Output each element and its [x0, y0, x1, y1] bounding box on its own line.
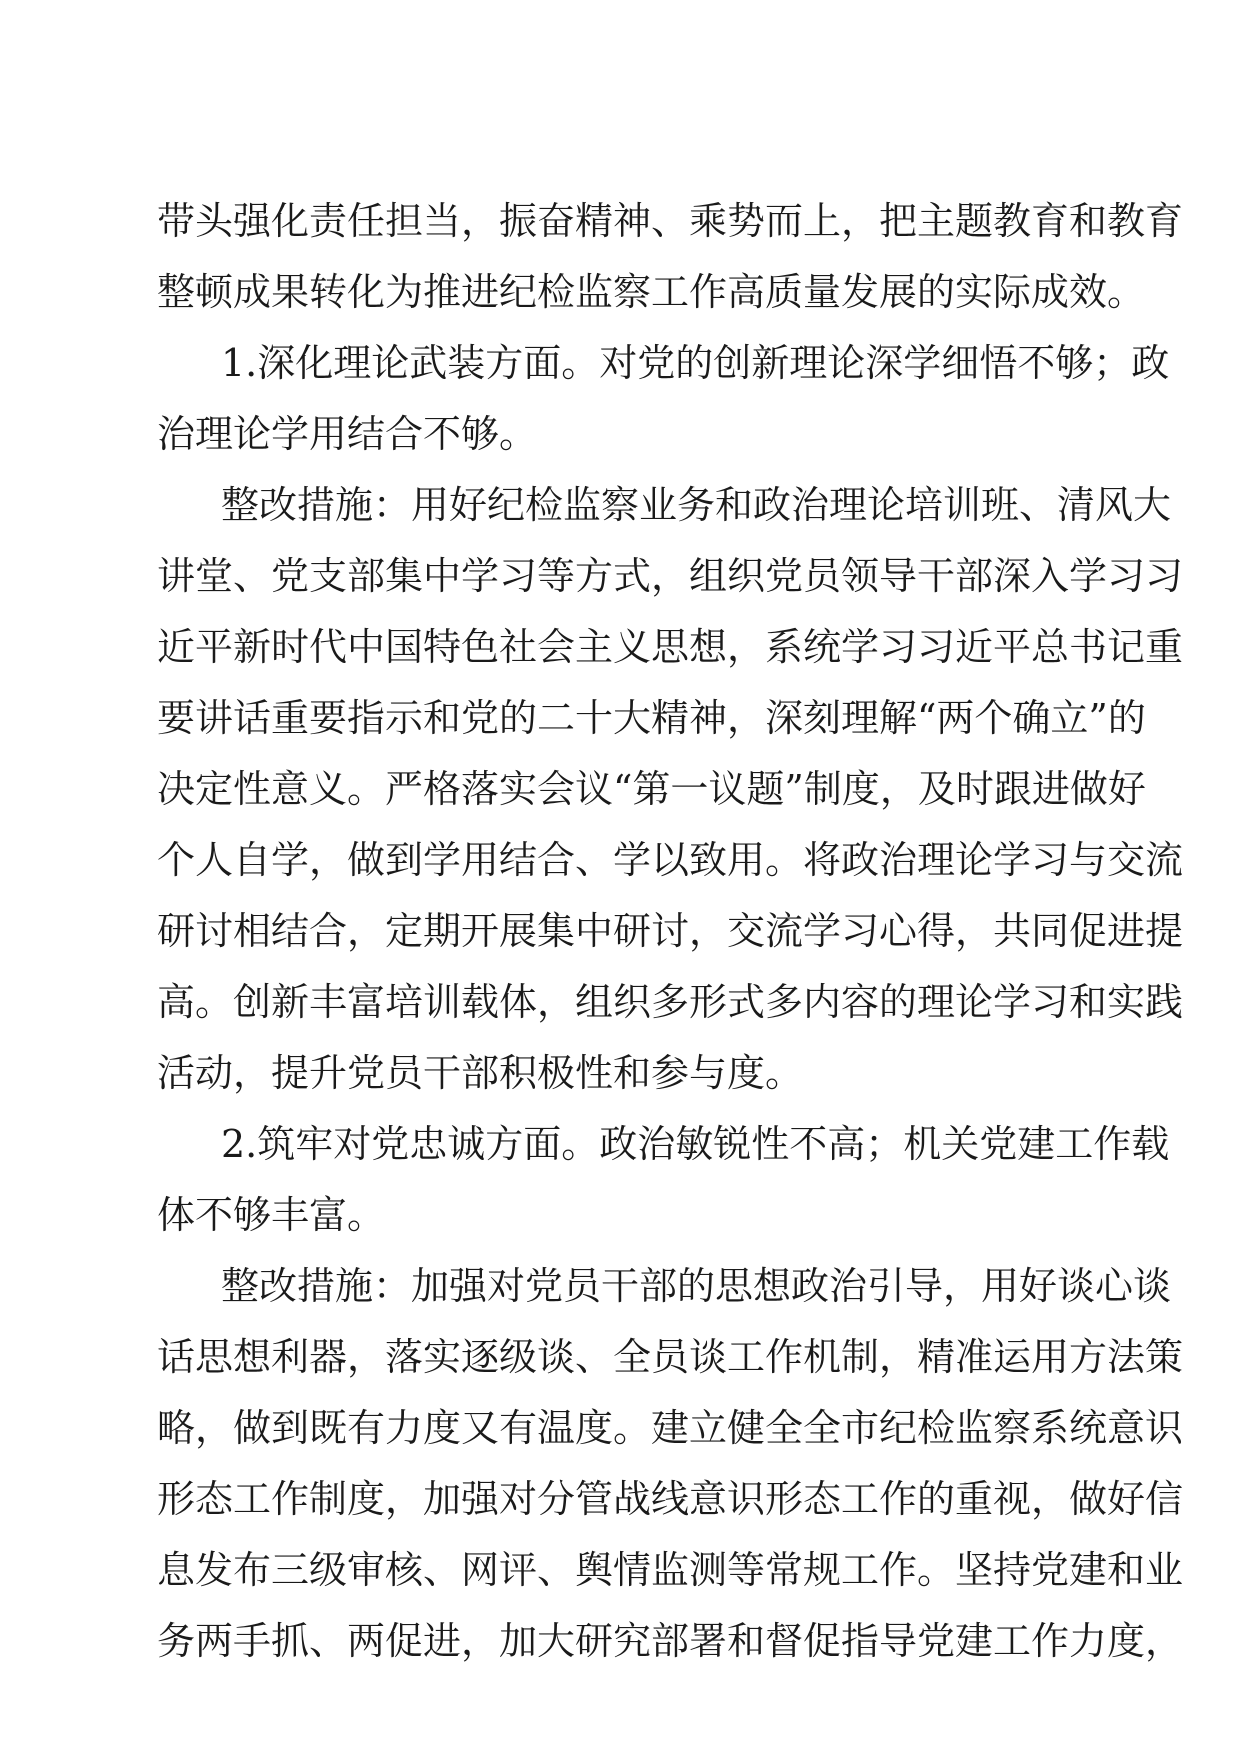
paragraph-line: 话思想利器，落实逐级谈、全员谈工作机制，精准运用方法策	[157, 1335, 1184, 1379]
paragraph-line: 务两手抓、两促进，加大研究部署和督促指导党建工作力度，	[157, 1619, 1184, 1663]
paragraph-line: 决定性意义。严格落实会议“第一议题”制度，及时跟进做好	[157, 767, 1146, 811]
paragraph-line: 高。创新丰富培训载体，组织多形式多内容的理论学习和实践	[157, 980, 1184, 1024]
paragraph-line: 个人自学，做到学用结合、学以致用。将政治理论学习与交流	[157, 838, 1184, 882]
body-text	[157, 186, 1184, 1677]
paragraph-line: 略，做到既有力度又有温度。建立健全全市纪检监察系统意识	[157, 1406, 1184, 1450]
section-heading-line: 2.筑牢对党忠诚方面。政治敏锐性不高；机关党建工作载	[221, 1122, 1170, 1166]
paragraph-line: 整顿成果转化为推进纪检监察工作高质量发展的实际成效。	[157, 270, 1146, 314]
paragraph-line: 要讲话重要指示和党的二十大精神，深刻理解“两个确立”的	[157, 696, 1146, 740]
section-heading-line: 治理论学用结合不够。	[157, 412, 538, 456]
paragraph-line: 研讨相结合，定期开展集中研讨，交流学习心得，共同促进提	[157, 909, 1184, 953]
paragraph-line: 近平新时代中国特色社会主义思想，系统学习习近平总书记重	[157, 625, 1184, 669]
paragraph-line: 息发布三级审核、网评、舆情监测等常规工作。坚持党建和业	[157, 1548, 1184, 1592]
paragraph-line: 带头强化责任担当，振奋精神、乘势而上，把主题教育和教育	[157, 199, 1184, 243]
section-heading-line: 体不够丰富。	[157, 1193, 386, 1237]
paragraph-line: 整改措施：用好纪检监察业务和政治理论培训班、清风大	[221, 483, 1172, 527]
paragraph-line: 整改措施：加强对党员干部的思想政治引导，用好谈心谈	[221, 1264, 1172, 1308]
paragraph-line: 讲堂、党支部集中学习等方式，组织党员领导干部深入学习习	[157, 554, 1184, 598]
section-heading-line: 1.深化理论武装方面。对党的创新理论深学细悟不够；政	[221, 341, 1170, 385]
paragraph-line: 形态工作制度，加强对分管战线意识形态工作的重视，做好信	[157, 1477, 1184, 1521]
paragraph-line: 活动，提升党员干部积极性和参与度。	[157, 1051, 804, 1095]
